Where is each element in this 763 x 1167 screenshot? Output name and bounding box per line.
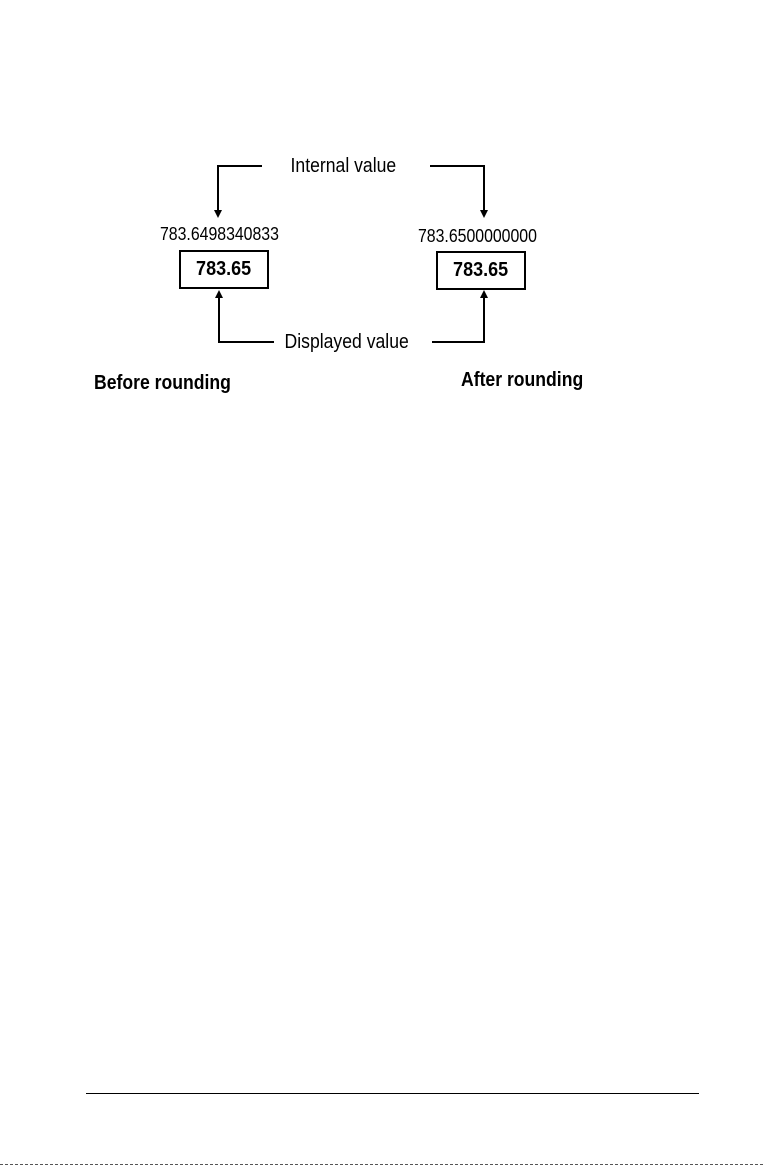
after-internal-value: 783.6500000000 [418, 226, 537, 246]
before-internal-value: 783.6498340833 [160, 224, 279, 244]
after-display-box [436, 251, 526, 290]
internal-value-label: Internal value [287, 156, 400, 176]
displayed-value-label: Displayed value [281, 332, 412, 352]
arrow-internal-to-after [430, 166, 484, 214]
page-edge [0, 1164, 763, 1165]
after-displayed-value: 783.65 [453, 259, 509, 281]
arrow-internal-to-before [218, 166, 262, 214]
after-rounding-caption: After rounding [461, 369, 584, 391]
before-displayed-value: 783.65 [196, 258, 252, 280]
arrow-displayed-to-after [432, 294, 484, 342]
arrow-displayed-to-before [219, 294, 274, 342]
footer-divider [86, 1093, 699, 1094]
rounding-diagram [0, 0, 763, 420]
before-display-box [179, 250, 269, 289]
connector-arrows [0, 0, 763, 420]
before-rounding-caption: Before rounding [94, 372, 231, 394]
